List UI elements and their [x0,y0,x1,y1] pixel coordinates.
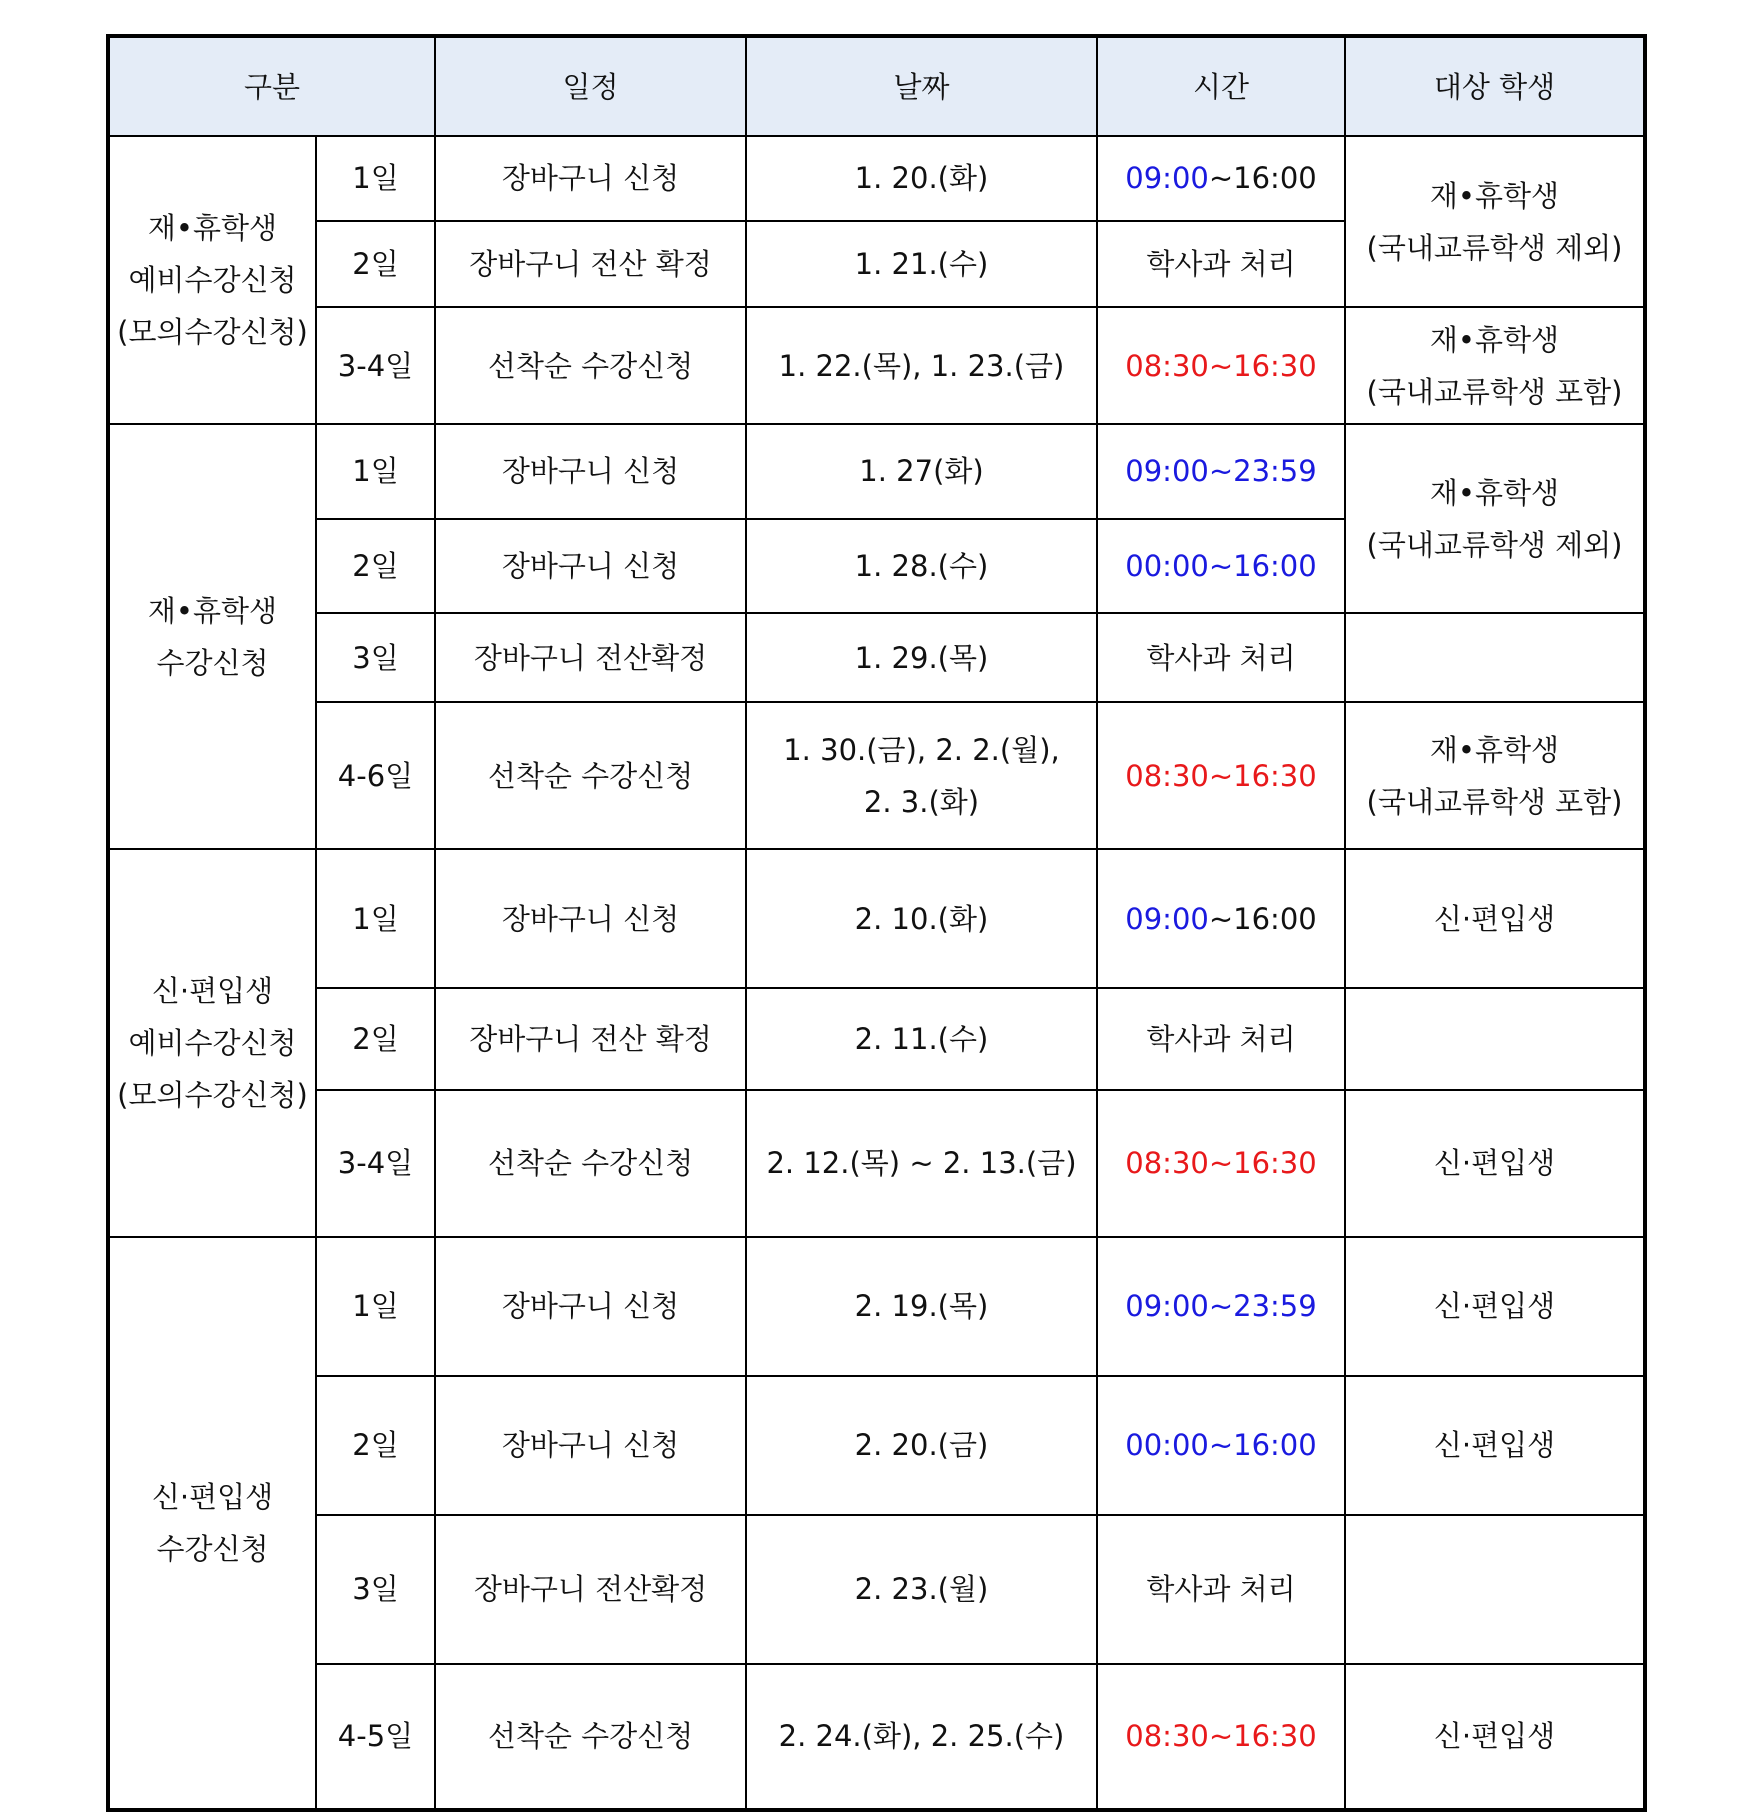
table-row [108,1664,1645,1810]
category-label: 수강신청 [156,1531,269,1566]
day-cell: 2일 [316,519,435,614]
time-highlight: 00:00~16:00 [1125,1428,1317,1463]
target-cell [1345,307,1645,424]
time-cell [1097,1090,1345,1237]
time-cell [1097,849,1345,988]
time-cell [1097,1237,1345,1376]
category-cell [108,849,316,1237]
time-highlight: 09:00~23:59 [1125,1289,1317,1324]
task-cell: 장바구니 신청 [435,849,746,988]
target-cell [1345,136,1645,307]
header-date: 날짜 [746,36,1097,136]
day-cell: 2일 [316,988,435,1090]
date-line: 1. 29.(목) [854,640,989,675]
table-row [108,613,1645,702]
time-rest: ~16:00 [1208,161,1317,196]
target-cell [1345,613,1645,702]
task-cell: 선착순 수강신청 [435,307,746,424]
task-cell: 장바구니 신청 [435,519,746,614]
day-cell: 1일 [316,1237,435,1376]
target-line: 신·편입생 [1433,901,1556,936]
date-cell [746,1515,1097,1664]
time-highlight: 08:30~16:30 [1125,1719,1317,1754]
day-cell: 3일 [316,1515,435,1664]
target-line: (국내교류학생 제외) [1366,527,1623,562]
target-cell [1345,1515,1645,1664]
table-row [108,849,1645,988]
day-cell: 4-6일 [316,702,435,849]
date-line: 1. 20.(화) [854,161,989,196]
table-row [108,1237,1645,1376]
target-cell [1345,1664,1645,1810]
target-line: 신·편입생 [1433,1719,1556,1754]
time-cell [1097,424,1345,519]
day-cell: 1일 [316,424,435,519]
task-cell: 장바구니 신청 [435,1237,746,1376]
schedule-body [108,136,1645,1810]
target-line: 재•휴학생 [1429,475,1560,510]
header-schedule: 일정 [435,36,746,136]
date-cell [746,519,1097,614]
day-cell: 2일 [316,221,435,308]
day-cell: 1일 [316,136,435,221]
date-line: 2. 23.(월) [854,1572,989,1607]
date-line: 2. 19.(목) [854,1289,989,1324]
task-cell: 선착순 수강신청 [435,702,746,849]
task-cell: 장바구니 전산 확정 [435,988,746,1090]
table-row [108,424,1645,519]
day-cell: 3-4일 [316,1090,435,1237]
target-cell [1345,1237,1645,1376]
category-label: 재•휴학생 [147,211,278,246]
date-cell [746,136,1097,221]
target-cell [1345,1090,1645,1237]
category-label: 예비수강신청 [128,1025,297,1060]
date-cell [746,702,1097,849]
table-row [108,307,1645,424]
target-cell [1345,849,1645,988]
time-rest: ~16:00 [1208,901,1317,936]
time-cell: 학사과 처리 [1097,221,1345,308]
date-cell [746,1376,1097,1515]
table-row [108,702,1645,849]
time-highlight: 09:00 [1125,901,1209,936]
time-highlight: 00:00~16:00 [1125,549,1317,584]
table-row [108,1515,1645,1664]
day-cell: 3일 [316,613,435,702]
target-line: (국내교류학생 제외) [1366,230,1623,265]
date-cell [746,988,1097,1090]
day-cell: 2일 [316,1376,435,1515]
time-highlight: 09:00~23:59 [1125,454,1317,489]
table-row [108,988,1645,1090]
task-cell: 장바구니 전산확정 [435,1515,746,1664]
date-cell [746,1090,1097,1237]
day-cell: 1일 [316,849,435,988]
category-label: 수강신청 [156,645,269,680]
category-label: 예비수강신청 [128,263,297,298]
time-cell [1097,1664,1345,1810]
time-cell [1097,1376,1345,1515]
time-highlight: 09:00 [1125,161,1209,196]
time-cell: 학사과 처리 [1097,988,1345,1090]
time-cell [1097,307,1345,424]
target-cell [1345,1376,1645,1515]
date-cell [746,424,1097,519]
date-line: 1. 27(화) [859,454,984,489]
target-line: 재•휴학생 [1429,732,1560,767]
date-cell [746,307,1097,424]
target-line: (국내교류학생 포함) [1366,784,1623,819]
date-line: 2. 12.(목) ~ 2. 13.(금) [766,1146,1077,1181]
date-line: 1. 28.(수) [854,549,989,584]
time-cell: 학사과 처리 [1097,613,1345,702]
date-line: 1. 22.(목), 1. 23.(금) [778,348,1065,383]
category-cell [108,1237,316,1810]
schedule-table [106,34,1647,1812]
target-line: 재•휴학생 [1429,322,1560,357]
header-category: 구분 [108,36,435,136]
category-label: 재•휴학생 [147,593,278,628]
day-cell: 4-5일 [316,1664,435,1810]
header-time: 시간 [1097,36,1345,136]
target-cell [1345,988,1645,1090]
category-label: (모의수강신청) [117,315,308,350]
time-highlight: 08:30~16:30 [1125,1146,1317,1181]
header-row [108,36,1645,136]
date-cell [746,1664,1097,1810]
date-cell [746,1237,1097,1376]
date-line: 1. 21.(수) [854,246,989,281]
task-cell: 장바구니 전산확정 [435,613,746,702]
target-line: 신·편입생 [1433,1146,1556,1181]
target-cell [1345,424,1645,613]
category-label: 신·편입생 [151,973,274,1008]
task-cell: 장바구니 신청 [435,1376,746,1515]
target-cell [1345,702,1645,849]
task-cell: 선착순 수강신청 [435,1664,746,1810]
date-cell [746,613,1097,702]
date-line: 2. 24.(화), 2. 25.(수) [778,1719,1065,1754]
table-row [108,1090,1645,1237]
time-cell [1097,702,1345,849]
date-line: 2. 20.(금) [854,1428,989,1463]
time-highlight: 08:30~16:30 [1125,758,1317,793]
task-cell: 장바구니 신청 [435,424,746,519]
category-cell [108,424,316,849]
time-cell [1097,519,1345,614]
target-line: 신·편입생 [1433,1428,1556,1463]
header-target: 대상 학생 [1345,36,1645,136]
category-cell [108,136,316,424]
date-line: 1. 30.(금), 2. 2.(월), [783,732,1060,767]
target-line: 재•휴학생 [1429,178,1560,213]
time-highlight: 08:30~16:30 [1125,348,1317,383]
category-label: (모의수강신청) [117,1077,308,1112]
target-line: 신·편입생 [1433,1289,1556,1324]
table-row [108,1376,1645,1515]
time-cell: 학사과 처리 [1097,1515,1345,1664]
category-label: 신·편입생 [151,1479,274,1514]
date-line: 2. 10.(화) [854,901,989,936]
date-line: 2. 3.(화) [863,784,980,819]
date-cell [746,849,1097,988]
task-cell: 선착순 수강신청 [435,1090,746,1237]
date-line: 2. 11.(수) [854,1021,989,1056]
day-cell: 3-4일 [316,307,435,424]
task-cell: 장바구니 전산 확정 [435,221,746,308]
task-cell: 장바구니 신청 [435,136,746,221]
date-cell [746,221,1097,308]
table-row [108,136,1645,221]
target-line: (국내교류학생 포함) [1366,374,1623,409]
time-cell [1097,136,1345,221]
